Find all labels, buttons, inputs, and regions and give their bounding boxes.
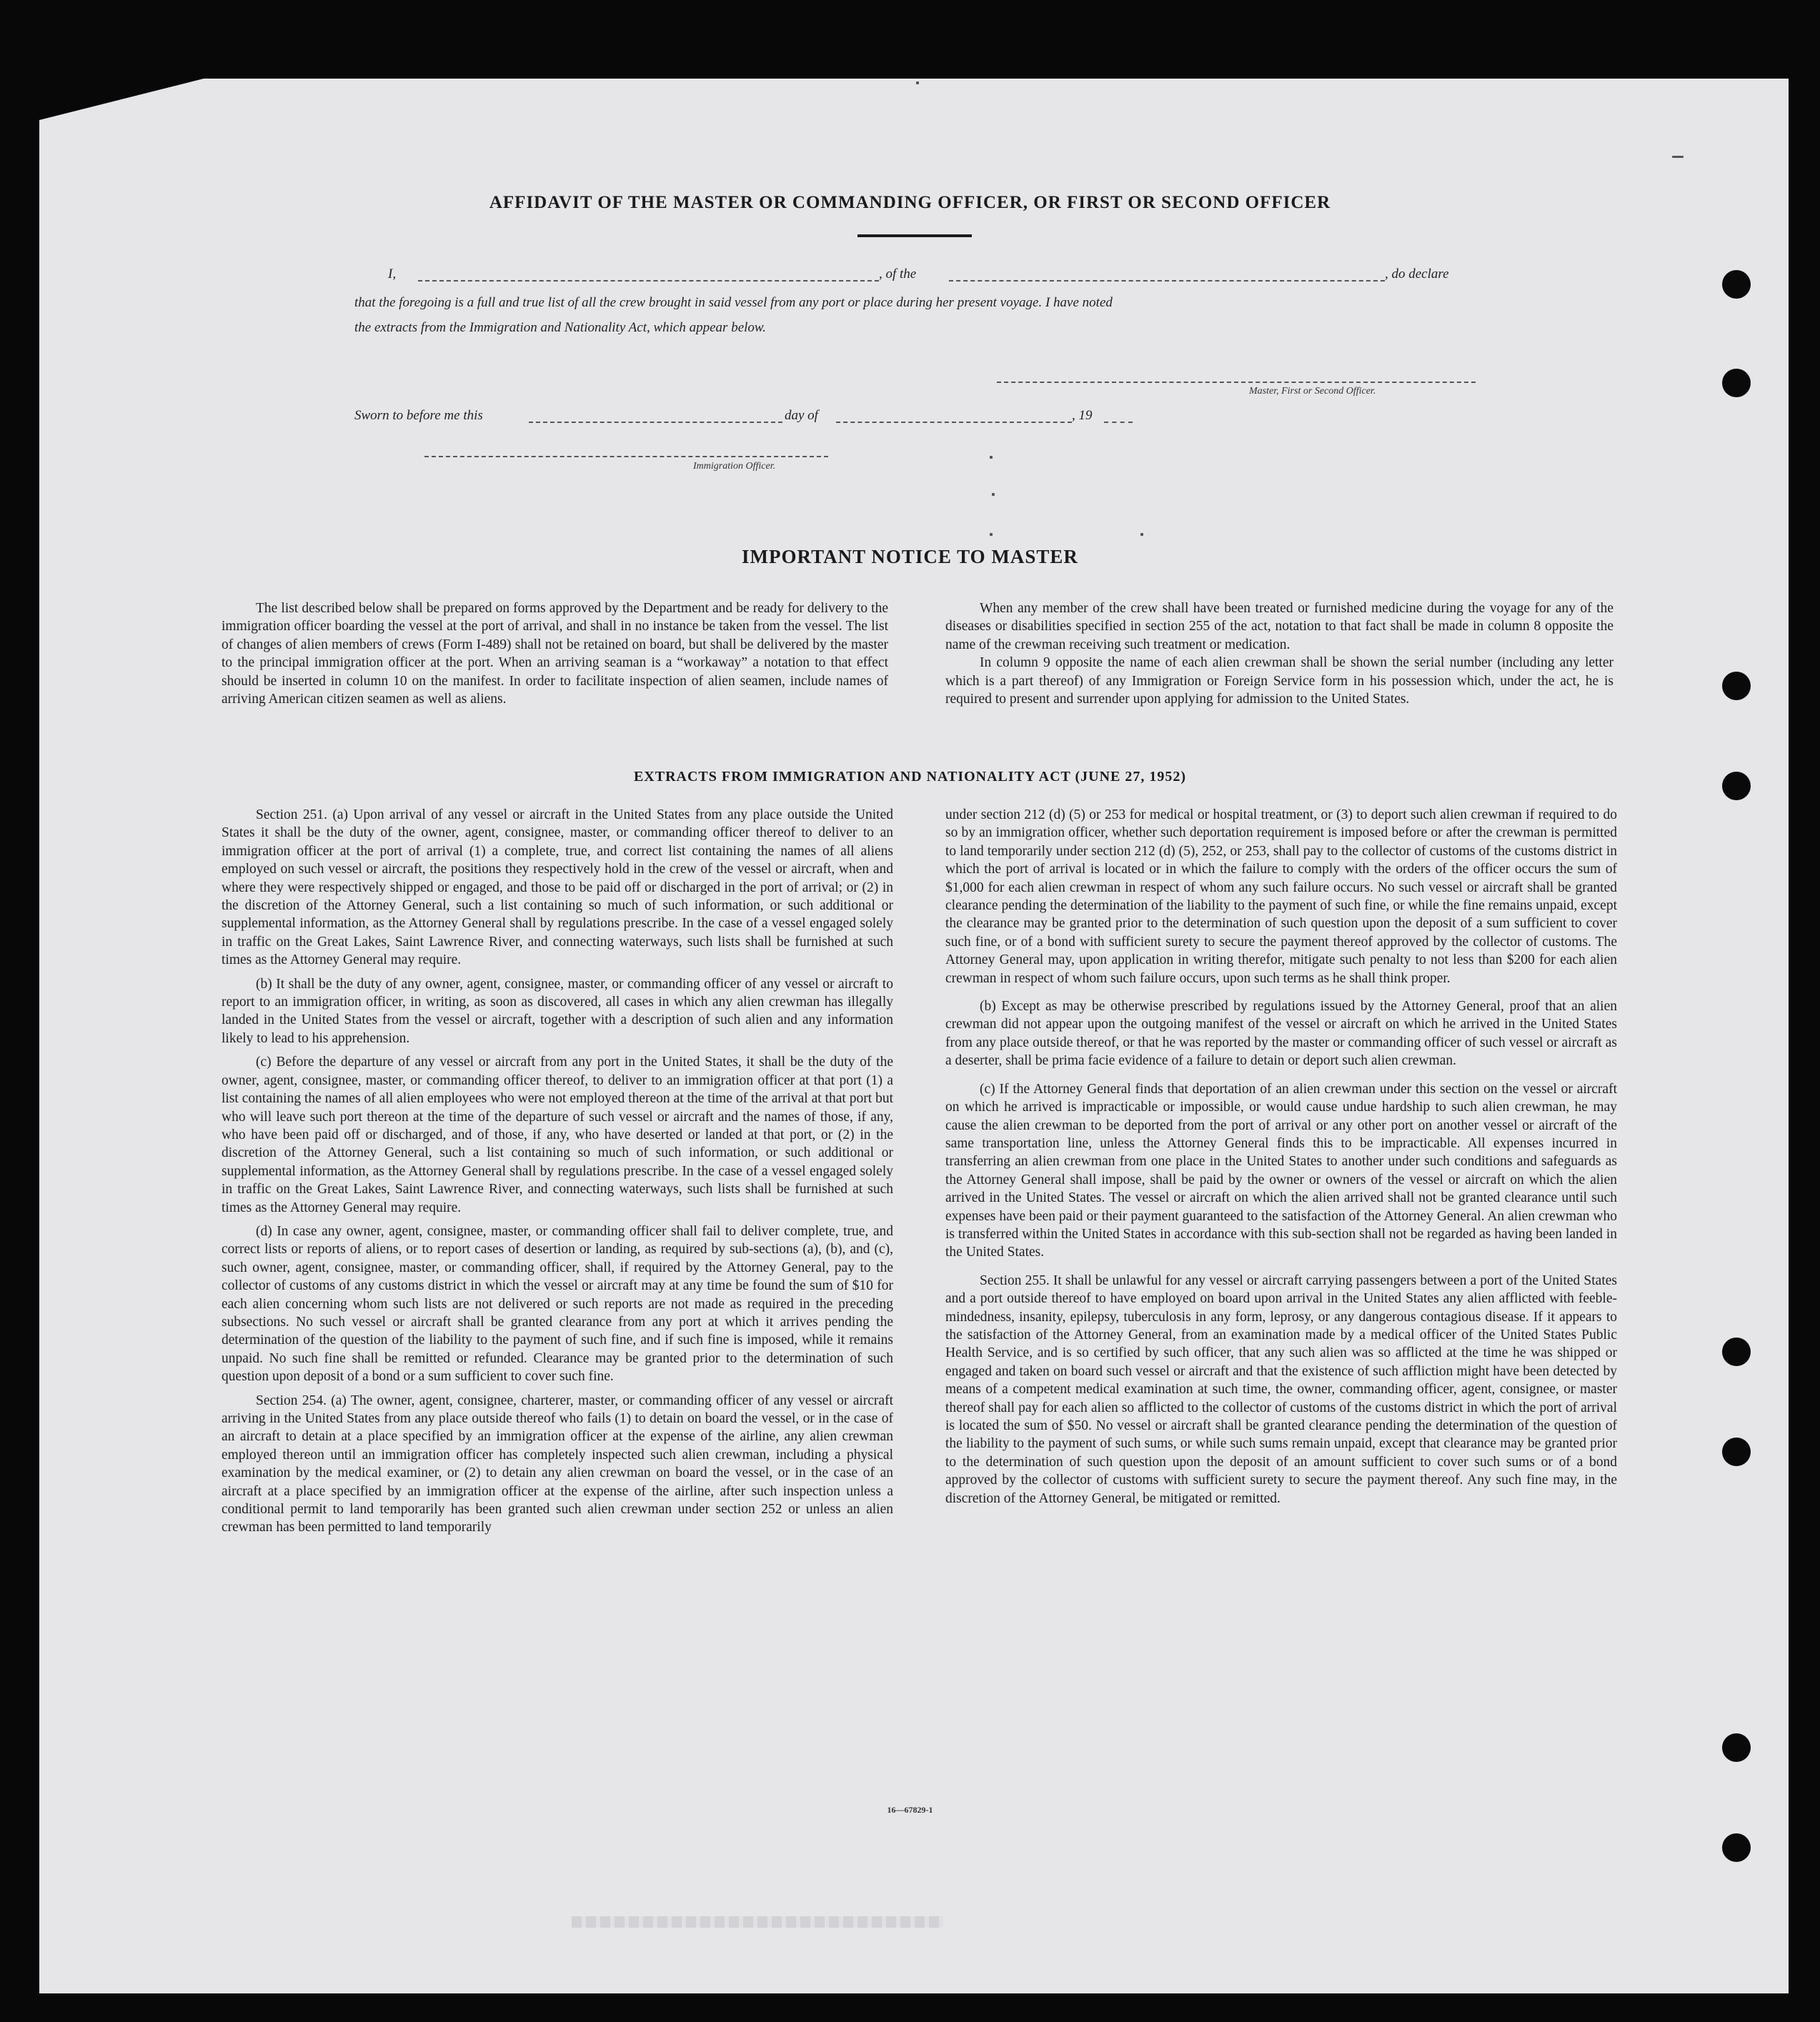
vessel-field[interactable] (949, 280, 1385, 282)
declaration-line-1: that the foregoing is a full and true list of all the crew brought in said vessel from any port or place during her present voyage. I have noted (354, 295, 1113, 310)
officer-signature-line[interactable] (424, 456, 828, 457)
do-declare-label: , do declare (1385, 267, 1449, 282)
extract-paragraph: under section 212 (d) (5) or 253 for medical or hospital treatment, or (3) to deport such alien crewman if required to do so by an immigration officer, whether such deportation requirement is imposed before or after the crewman is permitted to land temporarily under section 212 (d) (5), 252, or 253, shall pay to the collector of customs of the customs district in which the port of arrival is located or in which the failure to comply with the orders of the officer occurs the sum of $1,000 for each alien crewman in respect of whom any such failure occurs. No such vessel or aircraft shall be granted clearance pending the determination of the liability to the payment of such fine, or while the fine remains unpaid, except the clearance may be granted prior to the determination of such question upon the deposit of a sum sufficient to cover such fine, or of a bond with sufficient surety to secure the payment thereof approved by the collector of customs. The Attorney General may, upon application in writing therefor, mitigate such penalty to not less than $200 for each alien crewman in respect of whom such failure occurs, upon such terms as he shall think proper. (945, 807, 1617, 986)
extracts-title: EXTRACTS FROM IMMIGRATION AND NATIONALITY ACT (JUNE 27, 1952) (633, 769, 1187, 785)
notice-title: IMPORTANT NOTICE TO MASTER (742, 546, 1078, 567)
declaration-line-2: the extracts from the Immigration and Nationality Act, which appear below. (354, 320, 766, 335)
extracts-left-column (222, 806, 893, 1537)
notice-paragraph: In column 9 opposite the name of each alien crewman shall be shown the serial number (including any letter which is a part thereof) of any Immigration or Foreign Service form in his possession which, under the act, he is required to present and surrender upon applying for admission to the United States. (945, 655, 1613, 707)
punch-hole (1722, 1833, 1751, 1862)
name-field[interactable] (418, 280, 879, 282)
master-signature-line[interactable] (997, 382, 1476, 383)
extract-paragraph: Section 251. (a) Upon arrival of any vessel or aircraft in the United States from any place outside the United States it shall be the duty of the owner, agent, consignee, master, or commanding officer thereof to deliver to an immigration officer at the port of arrival (1) a complete, true, and correct list containing the names of all aliens employed on such vessel or aircraft, the positions they respectively hold in the crew of the vessel or aircraft, when and where they were respectively shipped or engaged, and those to be paid off or discharged in the port of arrival; or (2) in the discretion of the Attorney General, such a list containing so much of such information, or such additional or supplemental information, as the Attorney General shall by regulations prescribe. In the case of a vessel engaged solely in traffic on the Great Lakes, Saint Lawrence River, and connecting waterways, such lists shall be furnished at such times as the Attorney General may require. (222, 807, 893, 968)
i-label: I, (388, 267, 397, 282)
bleed-through-mark (572, 1916, 943, 1928)
notice-left-column (222, 599, 888, 708)
speck-mark (916, 81, 919, 84)
sworn-month-field[interactable] (836, 422, 1072, 423)
officer-signature-caption: Immigration Officer. (693, 461, 776, 472)
notice-paragraph: When any member of the crew shall have been treated or furnished medicine during the voyage for any of the diseases or disabilities specified in section 255 of the act, notation to that fact shall be made in column 8 opposite the name of the crewman receiving such treatment or medication. (945, 601, 1613, 652)
year-label: , 19 (1072, 408, 1093, 423)
title-rule (857, 234, 972, 237)
extract-paragraph: (d) In case any owner, agent, consignee, master, or commanding officer shall fail to deliver complete, true, and correct lists or reports of aliens, or to report cases of desertion or landing, as required by sub-sections (a), (b), and (c), such owner, agent, consignee, master, or commanding officer, shall, if required by the Attorney General, pay to the collector of customs of any customs district in which the vessel or aircraft may at any time be found the sum of $10 for each alien concerning whom such lists are not delivered or such reports are not made as required in the preceding subsections. No such vessel or aircraft shall be granted clearance from any port at which it arrives pending the determination of the question of the liability to the payment of such fine, and if such fine is imposed, while it remains unpaid. No such fine shall be remitted or refunded. Clearance may be granted prior to the determination of such question upon deposit of a bond or a sum sufficient to cover such fine. (222, 1223, 893, 1385)
affidavit-title: AFFIDAVIT OF THE MASTER OR COMMANDING OFFICER, OR FIRST OR SECOND OFFICER (489, 193, 1331, 212)
punch-hole (1722, 270, 1751, 299)
notice-paragraph: The list described below shall be prepared on forms approved by the Department and be ready for delivery to the immigration officer boarding the vessel at the port of arrival, and shall in no instance be taken from the vessel. The list of changes of alien members of crews (Form I-489) shall not be retained on board, but shall be delivered by the master to the principal immigration officer at the port. When an arriving seaman is a “workaway” a notation to that effect should be inserted in column 10 on the manifest. In order to facilitate inspection of alien seamen, include names of arriving American citizen seamen as well as aliens. (222, 601, 888, 707)
speck-mark (990, 533, 993, 536)
punch-hole (1722, 369, 1751, 397)
extracts-right-column (945, 806, 1617, 1508)
extract-paragraph: (c) If the Attorney General finds that deportation of an alien crewman under this section on the vessel or aircraft on which he arrived is impracticable or impossible, or would cause undue hardship to such alien crewman, he may cause the alien crewman to be deported from the port of arrival or any other port on another vessel or aircraft of the same transportation line, unless the Attorney General finds this to be impracticable. All expenses incurred in transferring an alien crewman from one place in the United States to another under such conditions and safeguards as the Attorney General shall impose, shall be paid by the owner or owners of the vessel or aircraft on which the alien arrived in the United States. The vessel or aircraft on which the alien arrived shall not be granted clearance until such expenses have been paid or their payment guaranteed to the satisfaction of the Attorney General. An alien crewman who is transferred within the United States in accordance with this sub-section shall not be regarded as having been landed in the United States. (945, 1081, 1617, 1260)
extract-paragraph: (b) It shall be the duty of any owner, agent, consignee, master, or commanding officer of any vessel or aircraft to report to an immigration officer, in writing, as soon as discovered, all cases in which any alien crewman has illegally landed in the United States from the vessel or aircraft, together with a description of such alien and any information likely to lead to his apprehension. (222, 976, 893, 1046)
punch-hole (1722, 1338, 1751, 1366)
day-of-label: day of (785, 408, 818, 423)
extract-paragraph: Section 255. It shall be unlawful for any vessel or aircraft carrying passengers between a port of the United States and a port outside thereof to have employed on board upon arrival in the United States any alien afflicted with feeble-mindedness, insanity, epilepsy, tuberculosis in any form, leprosy, or any dangerous contagious disease. If it appears to the satisfaction of the Attorney General, from an examination made by a medical officer of the United States Public Health Service, and is so certified by such officer, that any such alien was so afflicted at the time he was shipped or engaged and taken on board such vessel or aircraft and that the existence of such affliction might have been detected by means of a competent medical examination at such time, the owner, commanding officer, agent, consignee, or master thereof shall pay for each alien so afflicted to the collector of customs of the customs district in which the port of arrival is located the sum of $50. No vessel or aircraft shall be granted clearance pending the determination of the question of the liability to the payment of such sums, or while such sums remain unpaid, except that clearance may be granted prior to the determination of such question upon the deposit of an amount sufficient to cover such sums or of a bond approved by the collector of customs with sufficient surety to secure the payment thereof. Any such fine may, in the discretion of the Attorney General, be mitigated or remitted. (945, 1273, 1617, 1506)
punch-hole (1722, 672, 1751, 700)
speck-mark (1140, 533, 1143, 536)
speck-mark (990, 456, 993, 459)
year-field[interactable] (1104, 422, 1133, 423)
of-the-label: , of the (879, 267, 917, 282)
sworn-label: Sworn to before me this (354, 408, 483, 423)
notice-right-column (945, 599, 1613, 708)
extract-paragraph: (c) Before the departure of any vessel or aircraft from any port in the United States, it shall be the duty of the owner, agent, consignee, master, or commanding officer thereof, to deliver to an immigration officer at that port (1) a list containing the names of all alien employees who were not employed thereon at the time of the arrival at that port but who will leave such port thereon at the time of the departure of such vessel or aircraft and the names of those, if any, who have been paid off or discharged, and of those, if any, who have deserted or landed at that port, or (2) in the discretion of the Attorney General, such a list containing so much of such information, or such additional or supplemental information, as the Attorney General shall by regulations prescribe. In the case of a vessel engaged solely in traffic on the Great Lakes, Saint Lawrence River, and connecting waterways, such lists shall be furnished at such times as the Attorney General may require. (222, 1055, 893, 1215)
speck-mark (992, 493, 995, 496)
master-signature-caption: Master, First or Second Officer. (1249, 386, 1376, 397)
speck-mark (1672, 156, 1684, 158)
extract-paragraph: (b) Except as may be otherwise prescribed by regulations issued by the Attorney General, proof that an alien crewman did not appear upon the outgoing manifest of the vessel or aircraft on which he arrived in the United States from any place outside thereof, or that he was reported by the master or commanding officer of such vessel or aircraft as a deserter, shall be prima facie evidence of a failure to detain or deport such alien crewman. (945, 999, 1617, 1069)
punch-hole (1722, 1733, 1751, 1762)
form-number: 16—67829-1 (887, 1805, 933, 1815)
sworn-day-field[interactable] (529, 422, 782, 423)
extract-paragraph: Section 254. (a) The owner, agent, consignee, charterer, master, or commanding officer of any vessel or aircraft arriving in the United States from any place outside thereof who fails (1) to detain on board the vessel, or in the case of an aircraft to detain at a place specified by an immigration officer at the expense of the airline, any alien crewman employed thereon until an immigration officer has completely inspected such alien crewman, including a physical examination by the medical examiner, or (2) to detain any alien crewman on board the vessel, or in the case of an aircraft at a place specified by an immigration officer at the expense of the airline, after such inspection unless a conditional permit to land temporarily has been granted such alien crewman under section 252 or unless an alien crewman has been permitted to land temporarily (222, 1393, 893, 1535)
punch-hole (1722, 1438, 1751, 1466)
